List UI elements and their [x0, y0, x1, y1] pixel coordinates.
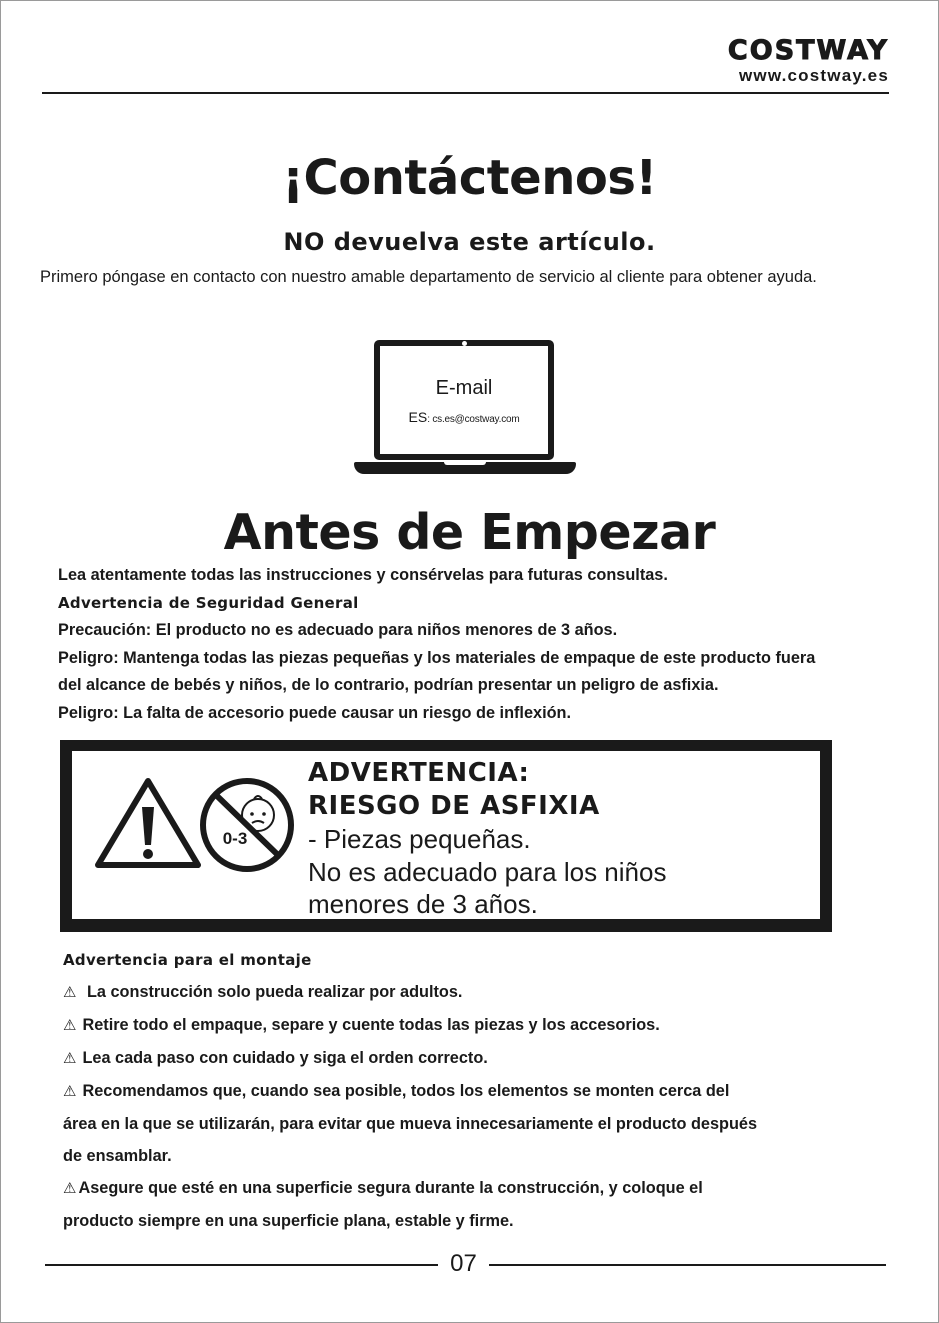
email-address: : cs.es@costway.com: [427, 414, 520, 425]
warning-text: [308, 757, 808, 921]
costway-logo: COSTWAY: [727, 35, 889, 66]
assembly-item: ⚠ La construcción solo pueda realizar por adultos.: [63, 983, 463, 1001]
no-small-children-icon: [203, 781, 291, 869]
header-divider: [42, 92, 889, 94]
help-line: Primero póngase en contacto con nuestro amable departamento de servicio al cliente para obtener ayuda.: [40, 268, 817, 286]
choking-risk-title: RIESGO DE ASFIXIA: [308, 791, 600, 821]
email-label: E-mail: [435, 377, 493, 399]
danger-line-3: Peligro: La falta de accesorio puede causar un riesgo de inflexión.: [58, 703, 572, 722]
before-start-title: Antes de Empezar: [223, 504, 716, 561]
warning-triangle-icon: ⚠: [63, 1083, 77, 1100]
warning-title: ADVERTENCIA:: [308, 758, 530, 788]
laptop-camera: [462, 341, 467, 346]
assembly-item: ⚠ Asegure que esté en una superficie segura durante la construcción, y coloque el: [63, 1179, 703, 1197]
laptop-screen: [374, 340, 554, 460]
age-label: 0-3: [222, 829, 248, 848]
assembly-section: [63, 944, 883, 1237]
laptop-notch: [444, 462, 486, 465]
small-parts-line: - Piezas pequeñas.: [308, 824, 531, 854]
brand-url: www.costway.es: [738, 66, 889, 85]
warning-box-inner: [72, 751, 820, 919]
warning-triangle-icon: ⚠: [63, 1017, 77, 1034]
brand-header: [728, 36, 889, 86]
danger-line-1: Peligro: Mantenga todas las piezas pequeñas y los materiales de empaque de este producto fuera: [58, 648, 816, 667]
page-number: 07: [450, 1250, 477, 1277]
assembly-item: ⚠ Lea cada paso con cuidado y siga el orden correcto.: [63, 1049, 488, 1067]
warning-triangle-icon: ⚠: [63, 1050, 77, 1067]
assembly-item-continued: producto siempre en una superficie plana, estable y firme.: [63, 1212, 514, 1230]
no-return-notice: NO devuelva este artículo.: [283, 228, 656, 256]
warning-symbols: [94, 777, 300, 897]
assembly-item-continued: de ensamblar.: [63, 1147, 172, 1165]
footer-divider-left: [45, 1264, 438, 1266]
not-suitable-line: No es adecuado para los niños: [308, 856, 667, 887]
assembly-item-continued: área en la que se utilizarán, para evitar que mueva innecesariamente el producto después: [63, 1115, 758, 1133]
email-line: [380, 409, 548, 427]
warning-triangle-icon: ⚠: [63, 1180, 77, 1197]
email-country-code: ES: [408, 409, 428, 425]
footer-divider-right: [489, 1264, 886, 1266]
safety-section: [58, 562, 918, 728]
caution-line: Precaución: El producto no es adecuado para niños menores de 3 años.: [58, 621, 618, 640]
age-limit-line: menores de 3 años.: [308, 889, 538, 919]
danger-line-2: del alcance de bebés y niños, de lo contrario, podrían presentar un peligro de asfixia.: [58, 676, 719, 695]
warning-triangle-icon: ⚠: [63, 984, 77, 1001]
laptop-illustration: [352, 337, 580, 481]
assembly-heading: Advertencia para el montaje: [63, 951, 312, 969]
assembly-item: ⚠ Recomendamos que, cuando sea posible, todos los elementos se monten cerca del: [63, 1082, 730, 1100]
warning-triangle-icon: [98, 781, 198, 865]
assembly-item: ⚠ Retire todo el empaque, separe y cuente todas las piezas y los accesorios.: [63, 1016, 660, 1034]
safety-heading: Advertencia de Seguridad General: [58, 593, 359, 612]
read-instructions-line: Lea atentamente todas las instrucciones y consérvelas para futuras consultas.: [58, 566, 668, 584]
contact-title: ¡Contáctenos!: [282, 150, 657, 206]
choking-warning-box: [60, 740, 832, 932]
